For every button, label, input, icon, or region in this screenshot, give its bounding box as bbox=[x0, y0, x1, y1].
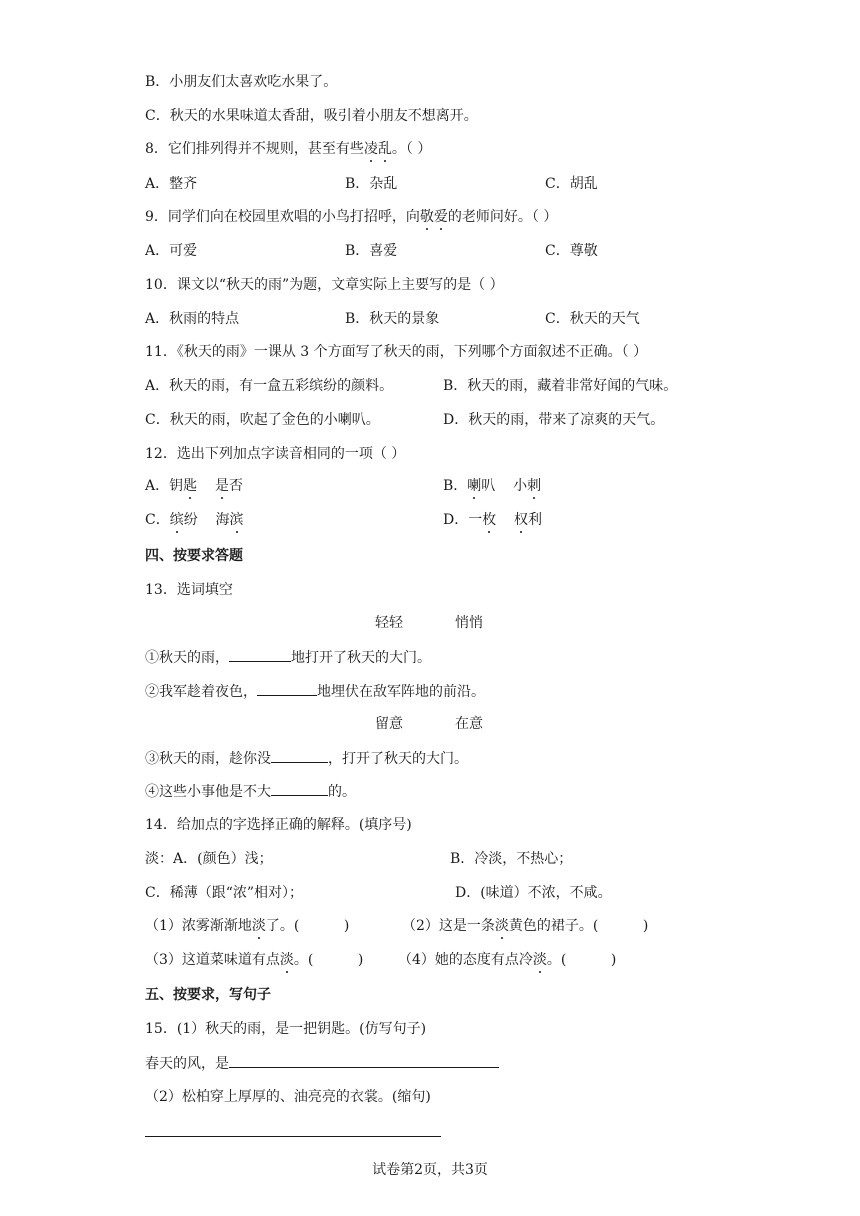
answer-blank[interactable] bbox=[271, 781, 328, 796]
q7-option-c: C．秋天的水果味道太香甜，吸引着小朋友不想离开。 bbox=[145, 108, 478, 124]
q11-option-c: C．秋天的雨，吹起了金色的小喇叭。 bbox=[145, 412, 380, 428]
answer-blank[interactable] bbox=[229, 1053, 499, 1068]
q14-item-1: （1）浓雾渐渐地淡了。( ) bbox=[145, 918, 350, 934]
q8-stem: 8．它们排列得并不规则，甚至有些凌乱。（ ） bbox=[145, 141, 432, 157]
q13-word-option: 在意 bbox=[455, 716, 483, 732]
q14-stem: 14．给加点的字选择正确的解释。(填序号) bbox=[145, 817, 412, 833]
page-footer: 试卷第2页，共3页 bbox=[372, 1162, 488, 1178]
q13-sentence-4: ④这些小事他是不大 的。 bbox=[145, 781, 356, 802]
section-heading-4: 四、按要求答题 bbox=[145, 548, 243, 564]
q11-option-b: B．秋天的雨，藏着非常好闻的气味。 bbox=[443, 378, 678, 394]
q15-answer-line-1: 春天的风，是 bbox=[145, 1053, 499, 1074]
q10-stem: 10．课文以“秋天的雨”为题，文章实际上主要写的是（ ） bbox=[145, 277, 504, 293]
q10-option-b: B．秋天的景象 bbox=[345, 311, 440, 327]
section-heading-5: 五、按要求，写句子 bbox=[145, 987, 271, 1003]
q14-item-2: （2）这是一条淡黄色的裙子。( ) bbox=[402, 918, 649, 934]
q13-word-option: 轻轻 bbox=[375, 615, 403, 631]
q8-option-c: C．胡乱 bbox=[545, 176, 598, 192]
q11-option-d: D．秋天的雨，带来了凉爽的天气。 bbox=[443, 412, 665, 428]
q13-word-option: 留意 bbox=[375, 716, 403, 732]
q7-option-b: B．小朋友们太喜欢吃水果了。 bbox=[145, 74, 338, 90]
q9-option-a: A．可爱 bbox=[145, 243, 198, 259]
q14-definition-a: 淡：A．(颜色）浅； bbox=[145, 851, 273, 867]
q14-definition-c: C．稀薄（跟“浓”相对）； bbox=[145, 885, 304, 901]
answer-blank[interactable] bbox=[271, 748, 328, 763]
answer-blank[interactable] bbox=[229, 647, 291, 662]
q9-stem: 9．同学们向在校园里欢唱的小鸟打招呼，向敬爱的老师问好。（ ） bbox=[145, 209, 558, 225]
q14-definition-b: B．冷淡，不热心； bbox=[450, 851, 573, 867]
q11-stem: 11．《秋天的雨》一课从 3 个方面写了秋天的雨，下列哪个方面叙述不正确。（ ） bbox=[145, 344, 648, 360]
q13-sentence-3: ③秋天的雨，趁你没 ，打开了秋天的大门。 bbox=[145, 748, 468, 769]
q12-option-d: D．一枚 权利 bbox=[443, 512, 543, 528]
q8-option-a: A．整齐 bbox=[145, 176, 198, 192]
answer-line[interactable] bbox=[145, 1136, 441, 1137]
q13-sentence-2: ②我军趁着夜色， 地埋伏在敌军阵地的前沿。 bbox=[145, 681, 485, 702]
q8-option-b: B．杂乱 bbox=[345, 176, 398, 192]
q15-part-1: 15．(1）秋天的雨，是一把钥匙。(仿写句子) bbox=[145, 1021, 427, 1037]
q9-option-b: B．喜爱 bbox=[345, 243, 398, 259]
q14-item-3: （3）这道菜味道有点淡。( ) bbox=[145, 952, 364, 968]
q10-option-c: C．秋天的天气 bbox=[545, 311, 640, 327]
answer-blank[interactable] bbox=[257, 681, 317, 696]
q11-option-a: A．秋天的雨，有一盒五彩缤纷的颜料。 bbox=[145, 378, 394, 394]
q9-option-c: C．尊敬 bbox=[545, 243, 598, 259]
q14-item-4: （4）她的态度有点冷淡。( ) bbox=[398, 952, 617, 968]
q13-sentence-1: ①秋天的雨， 地打开了秋天的大门。 bbox=[145, 647, 431, 668]
q12-stem: 12．选出下列加点字读音相同的一项（ ） bbox=[145, 446, 406, 462]
q12-option-c: C．缤纷 海滨 bbox=[145, 512, 244, 528]
q12-option-b: B．喇叭 小刺 bbox=[443, 478, 542, 494]
q10-option-a: A．秋雨的特点 bbox=[145, 311, 240, 327]
q13-stem: 13．选词填空 bbox=[145, 582, 233, 598]
q15-part-2: （2）松柏穿上厚厚的、油亮亮的衣裳。(缩句) bbox=[145, 1089, 431, 1105]
q14-definition-d: D．(味道）不浓，不咸。 bbox=[455, 885, 612, 901]
q13-word-option: 悄悄 bbox=[455, 615, 483, 631]
q12-option-a: A．钥匙 是否 bbox=[145, 478, 243, 494]
